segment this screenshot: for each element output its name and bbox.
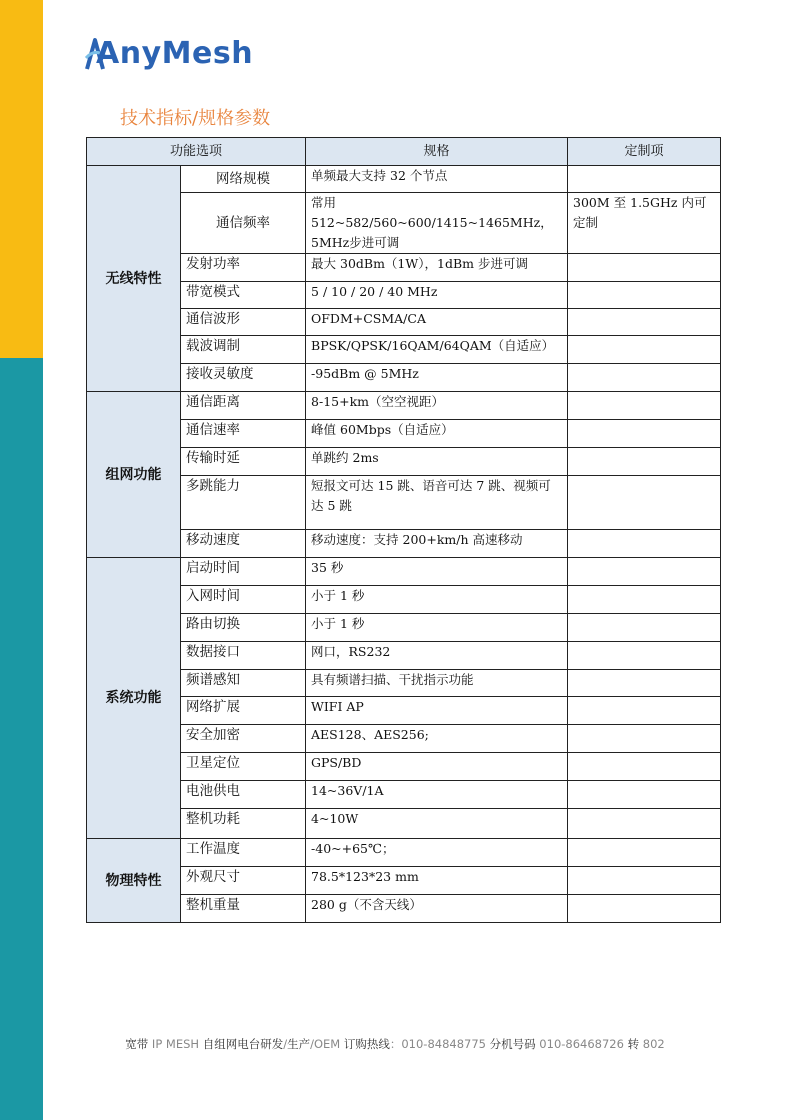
spec-value: 单跳约 2ms xyxy=(306,448,568,476)
table-row xyxy=(87,558,721,586)
logo: AnyMesh xyxy=(96,36,254,71)
custom-value xyxy=(568,448,721,476)
header-function: 功能选项 xyxy=(87,138,306,166)
spec-value: -95dBm @ 5MHz xyxy=(306,364,568,392)
item-label: 外观尺寸 xyxy=(181,867,306,895)
custom-value xyxy=(568,809,721,839)
item-label: 安全加密 xyxy=(181,725,306,753)
spec-value: 280 g（不含天线） xyxy=(306,895,568,923)
custom-value xyxy=(568,867,721,895)
table-row xyxy=(87,867,721,895)
spec-value: OFDM+CSMA/CA xyxy=(306,309,568,336)
footer-text: /OEM xyxy=(310,1037,344,1051)
item-label: 发射功率 xyxy=(181,254,306,282)
custom-value xyxy=(568,753,721,781)
footer-text: 自组网电台研发 xyxy=(202,1037,284,1051)
table-row xyxy=(87,309,721,336)
custom-value xyxy=(568,476,721,530)
custom-value xyxy=(568,839,721,867)
item-label: 载波调制 xyxy=(181,336,306,364)
item-label: 数据接口 xyxy=(181,642,306,670)
custom-value xyxy=(568,420,721,448)
custom-value xyxy=(568,530,721,558)
custom-value xyxy=(568,309,721,336)
item-label: 通信距离 xyxy=(181,392,306,420)
item-label: 路由切换 xyxy=(181,614,306,642)
item-label: 频谱感知 xyxy=(181,670,306,697)
custom-value xyxy=(568,781,721,809)
custom-value xyxy=(568,558,721,586)
table-row xyxy=(87,697,721,725)
footer-text: 宽带 xyxy=(125,1037,149,1051)
spec-value: 具有频谱扫描、干扰指示功能 xyxy=(306,670,568,697)
item-label: 通信频率 xyxy=(181,193,306,254)
table-row xyxy=(87,642,721,670)
table-row xyxy=(87,725,721,753)
side-bar-teal xyxy=(0,358,43,1120)
spec-value: 5 / 10 / 20 / 40 MHz xyxy=(306,282,568,309)
table-row xyxy=(87,586,721,614)
custom-value xyxy=(568,166,721,193)
group-label: 无线特性 xyxy=(87,166,181,392)
table-row xyxy=(87,448,721,476)
custom-value: 300M 至 1.5GHz 内可定制 xyxy=(568,193,721,254)
item-label: 接收灵敏度 xyxy=(181,364,306,392)
footer-text: 生产 xyxy=(287,1037,311,1051)
spec-value: 小于 1 秒 xyxy=(306,614,568,642)
table-row xyxy=(87,336,721,364)
group-label: 系统功能 xyxy=(87,558,181,839)
side-bar-orange xyxy=(0,0,43,358)
spec-value: 峰值 60Mbps（自适应） xyxy=(306,420,568,448)
item-label: 带宽模式 xyxy=(181,282,306,309)
table-row xyxy=(87,670,721,697)
spec-value: 常用512~582/560~600/1415~1465MHz，5MHz步进可调 xyxy=(306,193,568,254)
table-row xyxy=(87,809,721,839)
header-custom: 定制项 xyxy=(568,138,721,166)
table-row xyxy=(87,364,721,392)
spec-value: WIFI AP xyxy=(306,697,568,725)
table-row xyxy=(87,895,721,923)
footer-text: ：010-84848775 xyxy=(389,1037,490,1051)
table-row xyxy=(87,420,721,448)
item-label: 网络规模 xyxy=(181,166,306,193)
spec-value: 小于 1 秒 xyxy=(306,586,568,614)
item-label: 移动速度 xyxy=(181,530,306,558)
section-title: 技术指标/规格参数 xyxy=(120,108,271,129)
spec-value: 最大 30dBm（1W），1dBm 步进可调 xyxy=(306,254,568,282)
group-label: 物理特性 xyxy=(87,839,181,923)
custom-value xyxy=(568,670,721,697)
spec-value: BPSK/QPSK/16QAM/64QAM（自适应） xyxy=(306,336,568,364)
spec-value: 8-15+km（空空视距） xyxy=(306,392,568,420)
table-row xyxy=(87,254,721,282)
table-row xyxy=(87,476,721,530)
item-label: 通信速率 xyxy=(181,420,306,448)
custom-value xyxy=(568,392,721,420)
footer-text: 转 xyxy=(627,1037,640,1051)
item-label: 多跳能力 xyxy=(181,476,306,530)
footer-text: 010-86468726 xyxy=(535,1037,628,1051)
item-label: 入网时间 xyxy=(181,586,306,614)
custom-value xyxy=(568,642,721,670)
spec-value: 14~36V/1A xyxy=(306,781,568,809)
custom-value xyxy=(568,895,721,923)
footer-text: IP MESH xyxy=(148,1037,203,1051)
table-row xyxy=(87,839,721,867)
spec-value: 78.5*123*23 mm xyxy=(306,867,568,895)
item-label: 整机重量 xyxy=(181,895,306,923)
footer xyxy=(0,1036,790,1052)
table-row xyxy=(87,781,721,809)
spec-value: 短报文可达 15 跳、语音可达 7 跳、视频可达 5 跳 xyxy=(306,476,568,530)
item-label: 工作温度 xyxy=(181,839,306,867)
spec-value: 35 秒 xyxy=(306,558,568,586)
header-spec: 规格 xyxy=(306,138,568,166)
item-label: 网络扩展 xyxy=(181,697,306,725)
table-row xyxy=(87,614,721,642)
spec-value: 单频最大支持 32 个节点 xyxy=(306,166,568,193)
table-header-row xyxy=(87,138,721,166)
footer-text: 订购热线 xyxy=(343,1037,390,1051)
table-row xyxy=(87,753,721,781)
footer-text: / xyxy=(283,1037,288,1051)
spec-value: -40~+65℃； xyxy=(306,839,568,867)
custom-value xyxy=(568,697,721,725)
table-row xyxy=(87,392,721,420)
custom-value xyxy=(568,364,721,392)
table-row xyxy=(87,530,721,558)
custom-value xyxy=(568,586,721,614)
custom-value xyxy=(568,336,721,364)
item-label: 卫星定位 xyxy=(181,753,306,781)
spec-value: GPS/BD xyxy=(306,753,568,781)
footer-text: 802 xyxy=(639,1037,665,1051)
table-row xyxy=(87,282,721,309)
spec-value: 4~10W xyxy=(306,809,568,839)
group-label: 组网功能 xyxy=(87,392,181,558)
custom-value xyxy=(568,725,721,753)
spec-table xyxy=(86,137,721,923)
item-label: 传输时延 xyxy=(181,448,306,476)
spec-value: 网口，RS232 xyxy=(306,642,568,670)
item-label: 电池供电 xyxy=(181,781,306,809)
spec-value: AES128、AES256; xyxy=(306,725,568,753)
table-row xyxy=(87,166,721,193)
footer-text: 分机号码 xyxy=(489,1037,536,1051)
custom-value xyxy=(568,282,721,309)
table-row xyxy=(87,193,721,254)
custom-value xyxy=(568,254,721,282)
custom-value xyxy=(568,614,721,642)
item-label: 整机功耗 xyxy=(181,809,306,839)
item-label: 启动时间 xyxy=(181,558,306,586)
item-label: 通信波形 xyxy=(181,309,306,336)
spec-value: 移动速度：支持 200+km/h 高速移动 xyxy=(306,530,568,558)
